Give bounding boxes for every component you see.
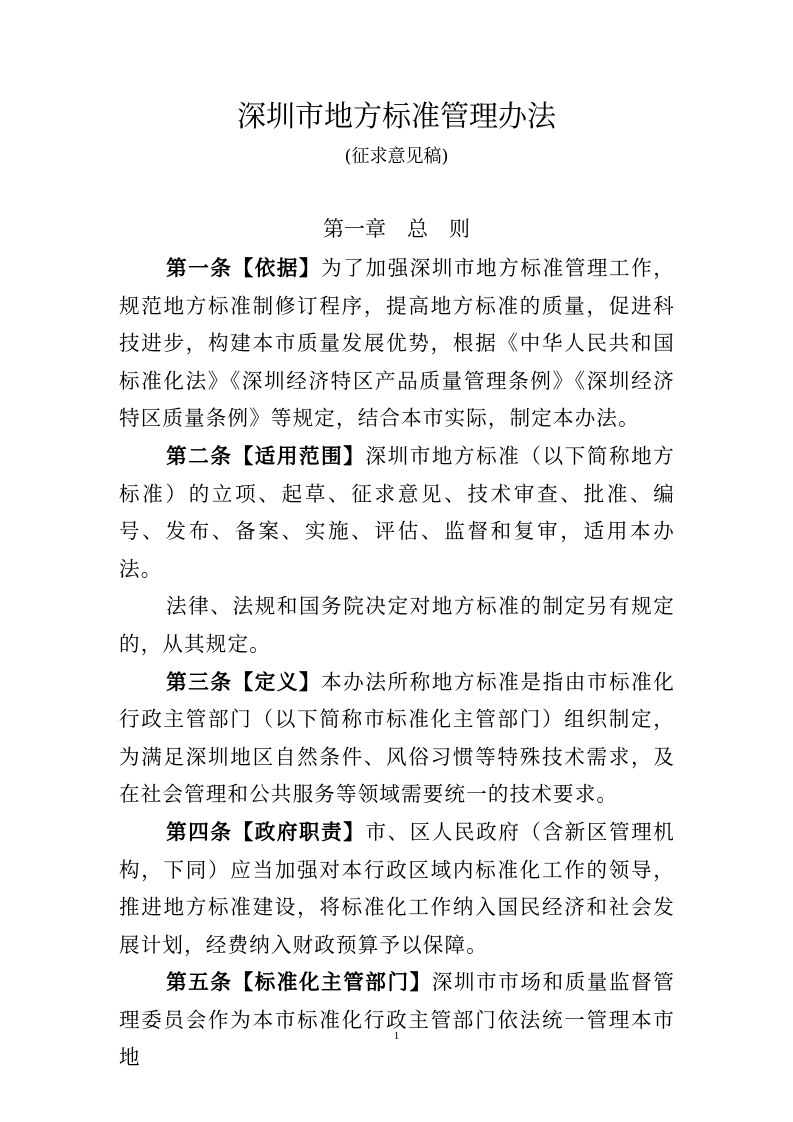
article-3 [119, 664, 675, 814]
article-2-clause [119, 588, 675, 663]
document-body [119, 250, 675, 1077]
article-4 [119, 814, 675, 964]
article-label: 第三条【定义】 [166, 669, 322, 694]
article-label: 第一条【依据】 [166, 256, 322, 280]
article-2 [119, 438, 675, 588]
document-title: 深圳市地方标准管理办法 [236, 99, 556, 133]
article-text: 深圳市地方标准（以下简称地方标准）的立项、起草、征求意见、技术审查、批准、编号、发布、备案、实施、评估、监督和复审，适用本办法。 [119, 443, 675, 581]
article-text: 为了加强深圳市地方标准管理工作，规范地方标准制修订程序，提高地方标准的质量，促进科技进步，构建本市质量发展优势，根据《中华人民共和国标准化法》《深圳经济特区产品质量管理条例》《深圳经济特区质量条例》等规定，结合本市实际，制定本办法。 [119, 256, 676, 431]
article-text: 市、区人民政府（含新区管理机构，下同）应当加强对本行政区域内标准化工作的领导，推进地方标准建设，将标准化工作纳入国民经济和社会发展计划，经费纳入财政预算予以保障。 [119, 819, 675, 957]
document-subtitle: (征求意见稿) [344, 146, 449, 167]
article-text: 法律、法规和国务院决定对地方标准的制定另有规定的，从其规定。 [119, 594, 675, 656]
article-label: 第二条【适用范围】 [166, 443, 366, 468]
article-5 [119, 964, 675, 1077]
article-1 [119, 250, 675, 438]
article-label: 第四条【政府职责】 [166, 819, 366, 844]
chapter-heading: 第一章 总 则 [323, 217, 470, 241]
article-text: 本办法所称地方标准是指由市标准化行政主管部门（以下简称市标准化主管部门）组织制定，为满足深圳地区自然条件、风俗习惯等特殊技术需求，及在社会管理和公共服务等领域需要统一的技术要求。 [119, 669, 676, 807]
page-number: 1 [393, 1030, 400, 1042]
article-text: 深圳市市场和质量监督管理委员会作为本市标准化行政主管部门依法统一管理本市地 [119, 970, 675, 1070]
article-label: 第五条【标准化主管部门】 [166, 970, 432, 995]
